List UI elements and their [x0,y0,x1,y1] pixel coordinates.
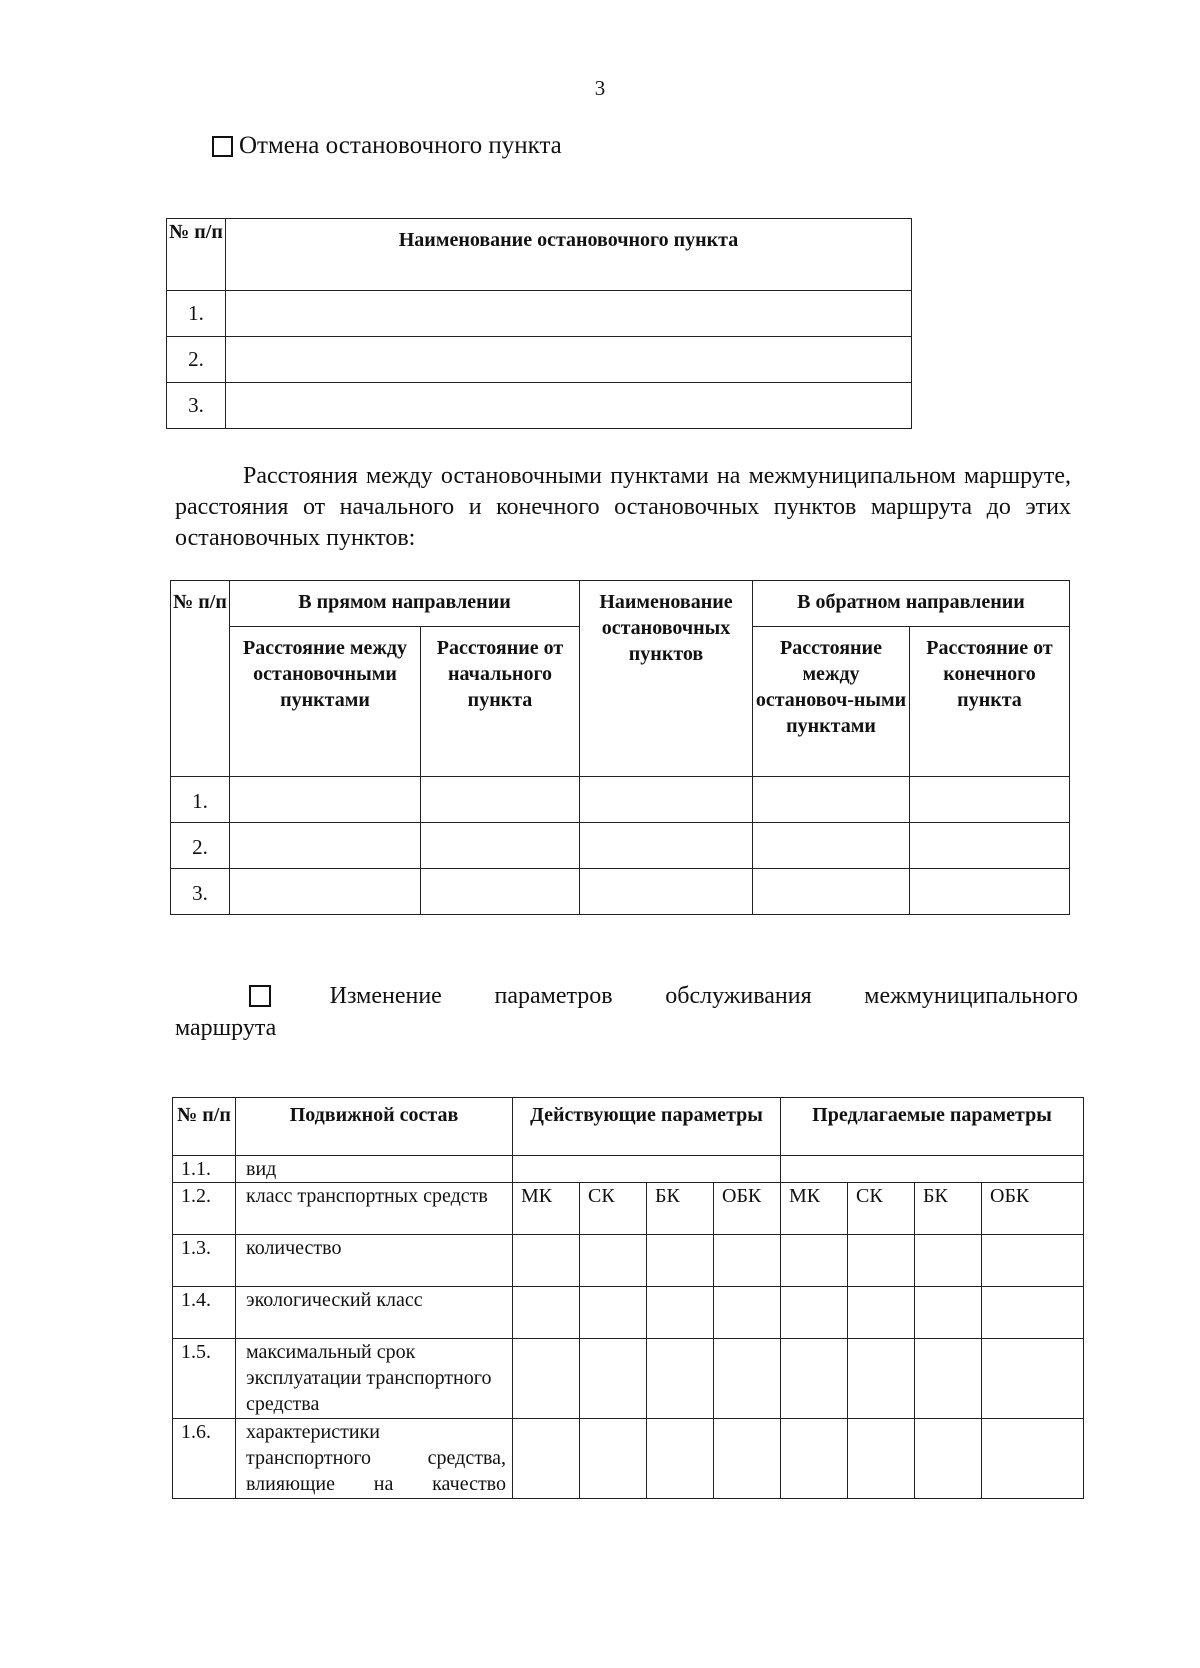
row-number: 1.2. [173,1183,236,1235]
section-change-params-heading [175,980,1078,1044]
heading-word: межмуниципального [864,983,1078,1009]
table-cell[interactable] [421,869,580,915]
table-cell[interactable] [915,1287,982,1339]
code-sk: СК [848,1183,915,1235]
row-label-line [246,1471,512,1497]
table-cell[interactable] [421,823,580,869]
table-cell[interactable] [910,869,1070,915]
table-cell[interactable] [781,1339,848,1419]
table-cell[interactable] [753,869,910,915]
table-cell[interactable] [714,1339,781,1419]
header-rolling-stock: Подвижной состав [236,1098,513,1156]
label-word: качество [432,1473,506,1495]
table-cell[interactable] [513,1156,781,1183]
code-bk: БК [915,1183,982,1235]
table-cell[interactable] [647,1235,714,1287]
stop-name-cell[interactable] [226,383,912,429]
table-cell[interactable] [848,1419,915,1499]
table-cell[interactable] [910,777,1070,823]
table-cell[interactable] [982,1419,1084,1499]
table-cell[interactable] [421,777,580,823]
table-cell[interactable] [513,1419,580,1499]
row-number: 2. [167,337,226,383]
table-cell[interactable] [647,1419,714,1499]
label-word: транспортного [246,1447,372,1469]
stop-name-cell[interactable] [226,337,912,383]
table-cell[interactable] [513,1339,580,1419]
row-label: класс транспортных средств [236,1183,513,1235]
code-obk: ОБК [982,1183,1084,1235]
header-proposed-params: Предлагаемые параметры [781,1098,1084,1156]
cancel-stop-table [166,218,912,429]
label-word: средства, [427,1447,506,1469]
row-number: 1.6. [173,1419,236,1499]
distances-paragraph: Расстояния между остановочными пунктами на межмуниципальном маршруте, расстояния от начального и конечного остановочных пунктов маршрута до этих остановочных пунктов: [175,463,1071,551]
heading-word: параметров [494,983,613,1009]
table-cell[interactable] [781,1235,848,1287]
table-cell[interactable] [714,1419,781,1499]
row-label-line: характеристики [246,1421,381,1443]
header-forward-distance-between: Расстояние между остановочными пунктами [230,627,421,777]
table-header-stop-name: Наименование остановочного пункта [226,219,912,291]
table-cell[interactable] [714,1235,781,1287]
row-label: максимальный срок эксплуатации транспортного средства [236,1339,513,1419]
table-cell[interactable] [580,777,753,823]
table-cell[interactable] [580,1287,647,1339]
table-cell[interactable] [848,1287,915,1339]
row-label: экологический класс [236,1287,513,1339]
table-cell[interactable] [915,1339,982,1419]
table-cell[interactable] [714,1287,781,1339]
table-cell[interactable] [781,1287,848,1339]
table-cell[interactable] [781,1156,1084,1183]
table-cell[interactable] [647,1287,714,1339]
table-cell[interactable] [753,777,910,823]
table-cell[interactable] [580,1339,647,1419]
table-cell[interactable] [982,1339,1084,1419]
table-cell[interactable] [230,869,421,915]
header-stop-names: Наименование остановочных пунктов [580,581,753,777]
stop-name-cell[interactable] [226,291,912,337]
table-cell[interactable] [513,1235,580,1287]
row-number: 1. [171,777,230,823]
row-label-line [246,1445,512,1471]
row-label: вид [236,1156,513,1183]
table-cell[interactable] [580,1235,647,1287]
header-forward-distance-from-start: Расстояние от начального пункта [421,627,580,777]
code-mk: МК [513,1183,580,1235]
distances-table [170,580,1070,915]
row-label: количество [236,1235,513,1287]
code-mk: МК [781,1183,848,1235]
table-cell[interactable] [915,1235,982,1287]
row-number: 2. [171,823,230,869]
table-cell[interactable] [982,1287,1084,1339]
cancel-stop-checkbox[interactable] [212,136,233,157]
header-reverse-direction: В обратном направлении [753,581,1070,627]
header-current-params: Действующие параметры [513,1098,781,1156]
table-cell[interactable] [915,1419,982,1499]
table-cell[interactable] [230,823,421,869]
table-cell[interactable] [230,777,421,823]
table-header-number: № п/п [167,219,226,291]
code-bk: БК [647,1183,714,1235]
header-forward-direction: В прямом направлении [230,581,580,627]
row-number: 1.5. [173,1339,236,1419]
row-label [236,1419,513,1499]
table-cell[interactable] [513,1287,580,1339]
table-header-number: № п/п [173,1098,236,1156]
table-cell[interactable] [753,823,910,869]
page-number: 3 [594,76,606,100]
row-number: 1.3. [173,1235,236,1287]
table-cell[interactable] [580,869,753,915]
change-params-checkbox[interactable] [249,985,271,1007]
table-cell[interactable] [580,1419,647,1499]
table-cell[interactable] [781,1419,848,1499]
label-word: влияющие [246,1473,335,1495]
header-reverse-distance-between: Расстояние между остановоч-ными пунктами [753,627,910,777]
table-cell[interactable] [848,1339,915,1419]
label-word: на [373,1473,394,1495]
code-sk: СК [580,1183,647,1235]
code-obk: ОБК [714,1183,781,1235]
section-cancel-stop-heading [212,132,562,160]
row-number: 1.4. [173,1287,236,1339]
table-cell[interactable] [848,1235,915,1287]
row-number: 1. [167,291,226,337]
row-number: 1.1. [173,1156,236,1183]
heading-tail: маршрута [175,1015,277,1041]
heading-word: Изменение [329,983,442,1009]
table-cell[interactable] [647,1339,714,1419]
header-reverse-distance-from-end: Расстояние от конечного пункта [910,627,1070,777]
table-cell[interactable] [580,823,753,869]
row-number: 3. [167,383,226,429]
table-cell[interactable] [982,1235,1084,1287]
service-params-table [172,1097,1084,1499]
row-number: 3. [171,869,230,915]
table-cell[interactable] [910,823,1070,869]
table-header-number: № п/п [171,581,230,777]
heading-word: обслуживания [665,983,812,1009]
section-cancel-stop-title: Отмена остановочного пункта [239,132,562,159]
